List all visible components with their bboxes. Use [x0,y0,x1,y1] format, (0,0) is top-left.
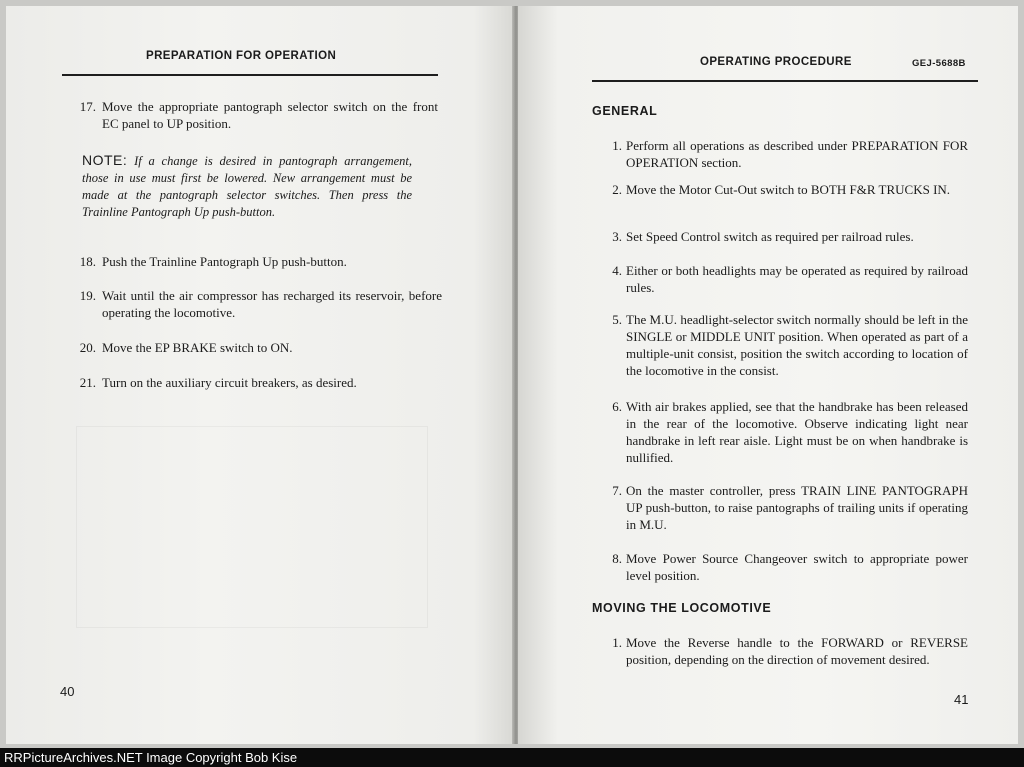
item-number: 5. [612,312,622,327]
note-text: If a change is desired in pantograph arrangement, those in use must first be lowered. New arrangement must be made at the pantograph selector switches. Then press the Trainline Pantograph Up push-button. [82,154,413,219]
section-title-moving: MOVING THE LOCOMOTIVE [592,601,772,615]
item-number: 18. [79,254,96,269]
item-number: 17. [79,99,96,114]
left-page-number: 40 [60,684,75,699]
item-text: Either or both headlights may be operated as required by railroad rules. [626,263,968,295]
item-number: 1. [612,138,622,153]
note-label: NOTE: [82,152,128,168]
item-number: 21. [79,375,96,390]
left-page [6,6,514,744]
document-id: GEJ-5688B [912,58,966,69]
right-page-number: 41 [954,692,969,707]
item-text: Wait until the air compressor has recharged its reservoir, before operating the locomotive. [102,288,442,320]
item-text: On the master controller, press TRAIN LINE PANTOGRAPH UP push-button, to raise pantographs of trailing units if operating in M.U. [626,483,968,532]
item-text: Move the EP BRAKE switch to ON. [102,340,293,355]
item-text: Move the appropriate pantograph selector switch on the front EC panel to UP position. [102,99,438,131]
item-number: 2. [612,182,622,197]
item-number: 19. [79,288,96,303]
item-text: Perform all operations as described under PREPARATION FOR OPERATION section. [626,138,968,170]
section-title-general: GENERAL [592,104,658,118]
item-number: 8. [612,551,622,566]
pantograph-note [82,152,412,221]
item-text: With air brakes applied, see that the handbrake has been released in the rear of the locomotive. Observe indicating light near handbrake in left rear aisle. Light must be on when handbrake is nullified. [626,399,968,465]
copyright-footer: RRPictureArchives.NET Image Copyright Bob Kise [0,748,1024,767]
right-page-header: OPERATING PROCEDURE [700,56,852,68]
item-text: The M.U. headlight-selector switch normally should be left in the SINGLE or MIDDLE UNIT position. When operated as part of a multiple-unit consist, position the switch according to location of the locomotive in the consist. [626,312,968,378]
item-number: 6. [612,399,622,414]
item-number: 7. [612,483,622,498]
right-page [518,6,1018,744]
item-text: Move Power Source Changeover switch to appropriate power level position. [626,551,968,583]
left-header-rule [62,74,438,76]
item-number: 3. [612,229,622,244]
item-text: Push the Trainline Pantograph Up push-button. [102,254,347,269]
item-text: Turn on the auxiliary circuit breakers, as desired. [102,375,357,390]
right-header-rule [592,80,978,82]
item-number: 1. [612,635,622,650]
bleed-through-shadow [76,426,428,628]
item-number: 20. [79,340,96,355]
left-page-header: PREPARATION FOR OPERATION [146,50,337,62]
item-number: 4. [612,263,622,278]
item-text: Move the Reverse handle to the FORWARD or REVERSE position, depending on the direction of movement desired. [626,635,968,667]
item-text: Move the Motor Cut-Out switch to BOTH F&R TRUCKS IN. [626,182,951,197]
item-text: Set Speed Control switch as required per railroad rules. [626,229,914,244]
